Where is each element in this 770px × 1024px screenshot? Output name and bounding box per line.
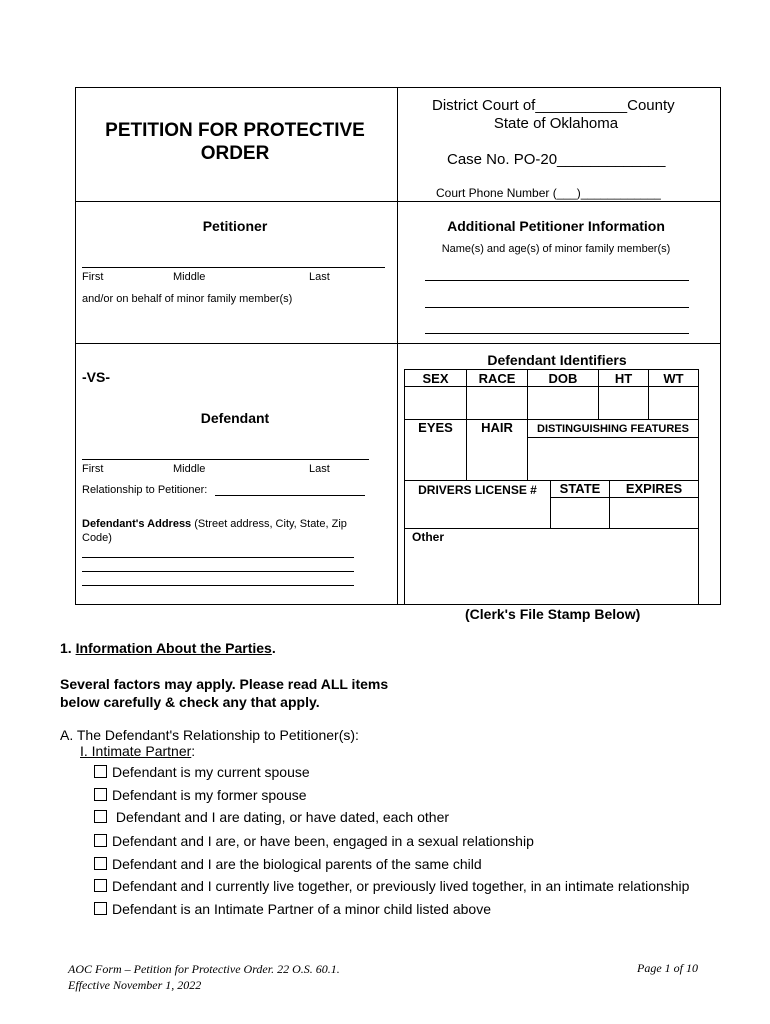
- form-title-line1: PETITION FOR PROTECTIVE: [105, 120, 365, 141]
- id-license-label: DRIVERS LICENSE #: [418, 483, 537, 497]
- id-ht-field[interactable]: [599, 387, 648, 419]
- id-state-field[interactable]: [551, 498, 609, 528]
- address-line-1[interactable]: [82, 557, 354, 558]
- section1-a-label: A. The Defendant's Relationship to Petitioner(s):: [60, 727, 359, 743]
- district-court-label: District Court of___________County: [432, 97, 675, 114]
- table-border-right: [720, 87, 721, 605]
- id-state-label: STATE: [559, 481, 601, 496]
- defendant-heading: Defendant: [200, 410, 270, 426]
- checkbox-biological-parents[interactable]: [94, 857, 107, 870]
- petitioner-first-label: First: [82, 271, 104, 283]
- option-1-label: Defendant is my current spouse: [112, 764, 310, 780]
- minor-member-line-1[interactable]: [425, 280, 689, 281]
- option-3-label: Defendant and I are dating, or have dated, each other: [112, 809, 450, 825]
- state-label: State of Oklahoma: [493, 115, 619, 132]
- section1-heading: 1. Information About the Parties.: [60, 640, 276, 656]
- court-phone-label: Court Phone Number (___)____________: [436, 186, 661, 200]
- defendant-first-label: First: [82, 463, 104, 475]
- intimate-partner-label: I. Intimate Partner:: [80, 743, 196, 759]
- option-4: [94, 833, 534, 849]
- table-row-divider-2: [75, 343, 721, 344]
- checkbox-partner-of-minor[interactable]: [94, 902, 107, 915]
- defendant-address-hint: (Street address, City, State, Zip Code): [82, 518, 347, 544]
- address-line-2[interactable]: [82, 571, 354, 572]
- id-grid-h6: [404, 528, 699, 529]
- minor-member-line-2[interactable]: [425, 307, 689, 308]
- minor-member-line-3[interactable]: [425, 333, 689, 334]
- checkbox-live-together[interactable]: [94, 879, 107, 892]
- id-hair-label: HAIR: [481, 420, 513, 435]
- case-number-label: Case No. PO-20_____________: [447, 151, 666, 168]
- form-title: [80, 119, 390, 165]
- table-border-top: [75, 87, 721, 88]
- id-sex-label: SEX: [422, 371, 449, 386]
- relationship-label: Relationship to Petitioner:: [82, 484, 208, 496]
- clerk-stamp-label: (Clerk's File Stamp Below): [465, 606, 641, 622]
- table-divider-vertical: [397, 87, 398, 605]
- section1-number: 1: [60, 640, 68, 656]
- defendant-address-block: [82, 517, 372, 545]
- option-3: [94, 809, 449, 825]
- option-6-label: Defendant and I currently live together, or previously lived together, in an intimate relationship: [112, 878, 690, 894]
- id-race-field[interactable]: [467, 387, 527, 419]
- id-expires-field[interactable]: [610, 498, 698, 528]
- defendant-address-label: Defendant's Address: [82, 518, 192, 530]
- address-line-3[interactable]: [82, 585, 354, 586]
- footer-form-info: [68, 961, 340, 993]
- footer-form-line1: AOC Form – Petition for Protective Order. 22 O.S. 60.1.: [68, 962, 340, 976]
- intimate-partner-title: I. Intimate Partner: [80, 743, 192, 759]
- checkbox-current-spouse[interactable]: [94, 765, 107, 778]
- section1-warning-line1: Several factors may apply. Please read ALL items: [60, 676, 389, 692]
- id-sex-field[interactable]: [405, 387, 466, 419]
- footer-form-line2: Effective November 1, 2022: [68, 978, 202, 992]
- option-2: [94, 787, 307, 803]
- table-row-divider-1: [75, 201, 721, 202]
- petitioner-behalf-label: and/or on behalf of minor family member(s): [82, 293, 293, 305]
- id-wt-label: WT: [663, 371, 684, 386]
- id-other-field[interactable]: [405, 545, 698, 603]
- id-expires-label: EXPIRES: [625, 481, 683, 496]
- option-5: [94, 856, 482, 872]
- id-dob-label: DOB: [548, 371, 578, 386]
- option-7: [94, 901, 491, 917]
- id-eyes-field[interactable]: [405, 438, 466, 480]
- petitioner-last-label: Last: [309, 271, 330, 283]
- option-1: [94, 764, 310, 780]
- id-race-label: RACE: [478, 371, 516, 386]
- table-border-bottom: [75, 604, 721, 605]
- id-wt-field[interactable]: [649, 387, 698, 419]
- petitioner-name-line[interactable]: [82, 267, 385, 268]
- checkbox-sexual-relationship[interactable]: [94, 834, 107, 847]
- section1-warning: [60, 675, 388, 711]
- id-license-field[interactable]: [405, 498, 550, 528]
- petitioner-middle-label: Middle: [173, 271, 206, 283]
- section1-warning-line2: below carefully & check any that apply.: [60, 694, 320, 710]
- id-grid-top: [404, 369, 699, 370]
- id-features-field[interactable]: [528, 438, 698, 480]
- defendant-middle-label: Middle: [173, 463, 206, 475]
- relationship-line[interactable]: [215, 495, 365, 496]
- petitioner-heading: Petitioner: [202, 218, 268, 234]
- additional-info-subheading: Name(s) and age(s) of minor family member(s): [441, 243, 671, 255]
- vs-label: -VS-: [82, 369, 110, 385]
- id-ht-label: HT: [614, 371, 633, 386]
- form-title-line2: ORDER: [200, 143, 270, 164]
- id-other-label: Other: [412, 530, 445, 544]
- option-2-label: Defendant is my former spouse: [112, 787, 307, 803]
- defendant-name-line[interactable]: [82, 459, 369, 460]
- identifiers-heading: Defendant Identifiers: [487, 352, 627, 368]
- id-grid-right: [698, 369, 699, 605]
- id-eyes-label: EYES: [418, 420, 453, 435]
- option-5-label: Defendant and I are the biological parents of the same child: [112, 856, 482, 872]
- option-4-label: Defendant and I are, or have been, engaged in a sexual relationship: [112, 833, 534, 849]
- defendant-last-label: Last: [309, 463, 330, 475]
- checkbox-dating[interactable]: [94, 810, 107, 823]
- table-border-left: [75, 87, 76, 605]
- option-7-label: Defendant is an Intimate Partner of a minor child listed above: [112, 901, 491, 917]
- id-hair-field[interactable]: [467, 438, 527, 480]
- id-dob-field[interactable]: [528, 387, 598, 419]
- section1-title: Information About the Parties: [75, 640, 272, 656]
- id-features-label: DISTINGUISHING FEATURES: [537, 423, 689, 435]
- option-6: [94, 878, 689, 894]
- additional-info-heading: Additional Petitioner Information: [447, 218, 665, 234]
- footer-page-number: Page 1 of 10: [637, 961, 698, 975]
- checkbox-former-spouse[interactable]: [94, 788, 107, 801]
